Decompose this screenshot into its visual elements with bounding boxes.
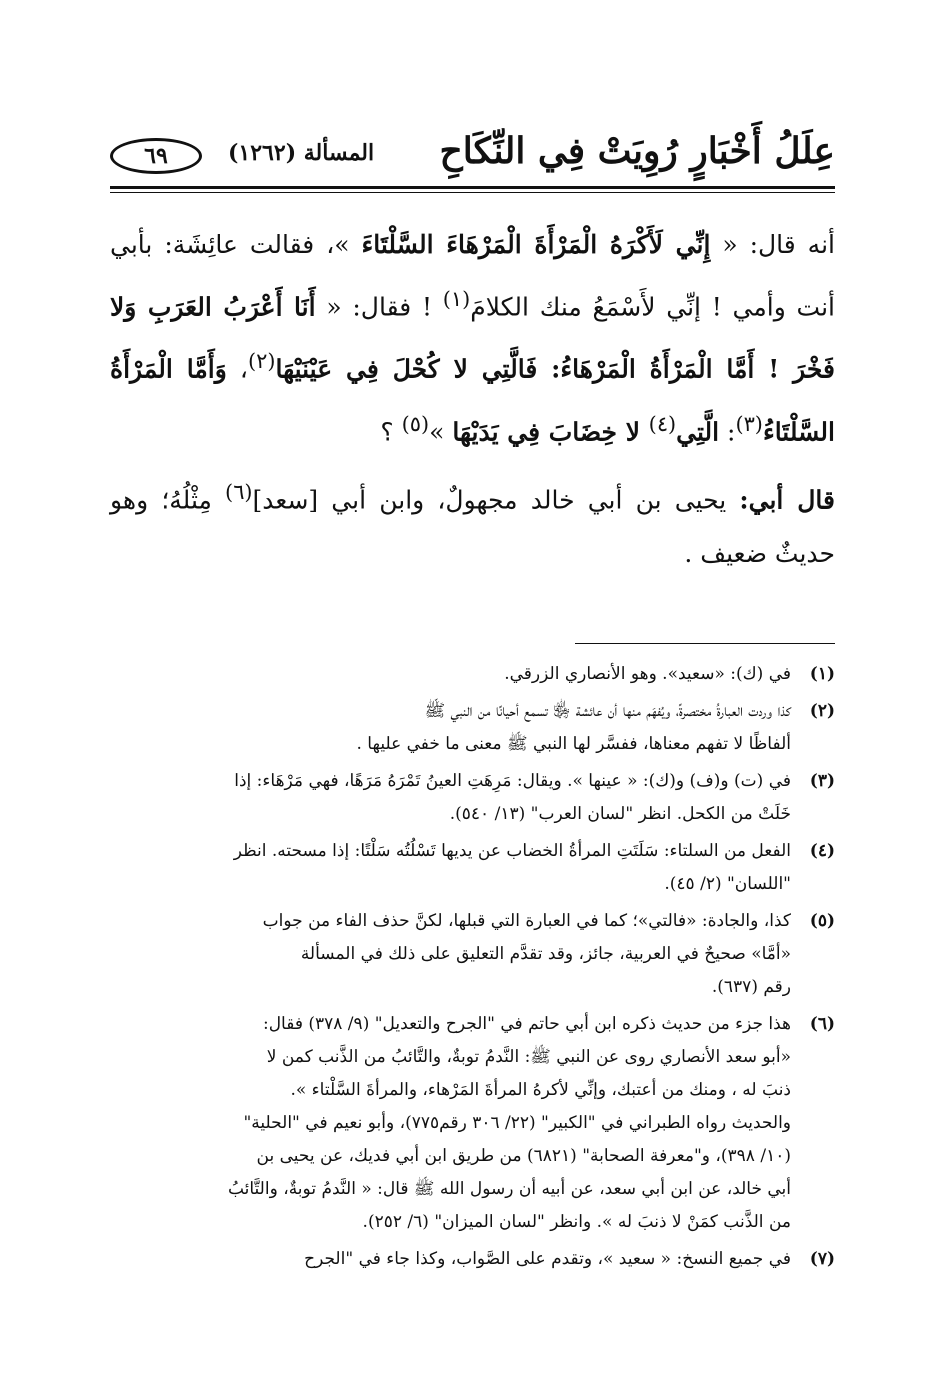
footnote-line: رقم (٦٣٧). <box>711 977 791 998</box>
footnote-number: (٦) <box>809 1014 835 1035</box>
footnote-line: كذا، والجادة: «فالتي»؛ كما في العبارة التي قبلها، لكنَّ حذف الفاء من جواب <box>262 911 791 932</box>
footnote-line: أبي خالد، عن ابن أبي سعد، عن أبيه أن رسول الله ﷺ قال: « النَّدمُ توبةٌ، والتَّائبُ <box>227 1179 791 1200</box>
footnote-line: (١٠/ ٣٩٨)، و"معرفة الصحابة" (٦٨٢١) من طريق ابن أبي فديك، عن يحيى بن <box>256 1146 791 1167</box>
page-header <box>110 128 835 192</box>
footnote-number: (٣) <box>809 771 835 792</box>
footnote-ref[interactable]: (٣) <box>735 411 763 436</box>
text: مِثْلُهُ؛ وهو حديثٌ ضعيف . <box>110 485 835 569</box>
header-rule-thin <box>110 192 835 193</box>
footnote-ref[interactable]: (٤) <box>648 411 677 436</box>
footnote-item <box>110 835 835 901</box>
footnote-line: في (ت) و(ف) و(ك): « عينها ». ويقال: مَرِهَتِ العينُ تَمْرَهُ مَرَهًا، فهي مَرْهَاء: إذا <box>234 771 791 792</box>
footnote-line: «أمَّا» صحيحٌ في العربية، جائز، وقد تقدَّم التعليق على ذلك في المسألة <box>300 944 791 965</box>
footnote-number: (٥) <box>809 911 835 932</box>
hadith-quote: أَنَا أَعْرَبُ العَرَبِ وَلا فَخْرَ ! أَمَّا الْمَرْأَةُ الْمَرْهَاءُ: فَالَّتِي لا كُحْلَ فِي عَيْنَيْهَا <box>110 292 835 384</box>
text: ! فقال: « <box>315 292 443 322</box>
footnote-line: من الذَّنب كمَنْ لا ذنبَ له ». وانظر "لسان الميزان" (٦/ ٢٥٢). <box>362 1212 791 1233</box>
footnote-item <box>110 1008 835 1239</box>
book-page <box>110 128 835 1280</box>
footnote-line: ذنبَ له ، ومنك من أعتبك، وإنِّي لأكرهُ المرأةَ المَرْهاء، والمرأةَ السَّلْتاء ». <box>290 1080 791 1101</box>
footnote-line: ألفاظًا لا تفهم معناها، ففسَّر لها النبي ﷺ معنى ما خفي عليها . <box>356 734 791 755</box>
footnote-line: في جميع النسخ: « سعيد »، وتقدم على الصَّواب، وكذا جاء في "الجرح <box>304 1249 791 1270</box>
main-text <box>110 218 835 581</box>
hadith-quote: الَّتِي <box>676 416 720 446</box>
paragraph-hadith <box>110 218 835 459</box>
footnote-ref[interactable]: (٥) <box>401 411 430 436</box>
footnote-item <box>110 1243 835 1276</box>
text: يحيى بن أبي خالد مجهولٌ، وابن أبي [سعد] <box>252 485 740 515</box>
hadith-quote: لا خِضَابَ فِي يَدَيْهَا <box>452 416 649 446</box>
page-number-badge: ٦٩ <box>110 138 202 174</box>
hadith-quote: وَأَمَّا الْمَرْأَةُ السَّلْتَاءُ <box>110 354 835 446</box>
paragraph-verdict <box>110 465 835 581</box>
book-title: عِلَلُ أَخْبَارٍ رُوِيَتْ فِي النِّكَاحِ <box>439 130 835 172</box>
footnote-line: هذا جزء من حديث ذكره ابن أبي حاتم في "الجرح والتعديل" (٩/ ٣٧٨) فقال: <box>262 1014 791 1035</box>
issue-label: المسألة (١٢٦٢) <box>228 140 375 166</box>
footnote-line: كذا وردت العبارةُ مختصرةً، ويُفهَم منها أن عائشة ﵂ تسمع أحيانًا من النبي ﷺ <box>424 701 791 722</box>
footnotes-list <box>110 658 835 1276</box>
footnote-number: (١) <box>809 664 835 685</box>
text: ؟ <box>380 416 402 446</box>
footnote-ref[interactable]: (٦) <box>225 479 253 504</box>
footnote-item <box>110 658 835 691</box>
footnote-item <box>110 695 835 761</box>
footnote-item <box>110 905 835 1004</box>
text: » <box>429 416 453 446</box>
footnote-line: والحديث رواه الطبراني في "الكبير" (٢٢/ ٣٠٦ رقم٧٧٥)، وأبو نعيم في "الحلية" <box>243 1113 791 1134</box>
footnote-item <box>110 765 835 831</box>
footnote-line: «أبو سعد الأنصاري روى عن النبي ﷺ: النَّدمُ توبةٌ، والتَّائبُ من الذَّنب كمن لا <box>266 1047 791 1068</box>
footnote-line: الفعل من السلتاء: سَلَتَتِ المرأةُ الخضاب عن يديها تَسْلُتُه سَلْتًا: إذا مسحته. انظر <box>233 841 791 862</box>
hadith-quote: إِنِّي لَأَكْرَهُ الْمَرْأَةَ الْمَرْهَاءَ السَّلْتَاءَ <box>361 230 711 259</box>
header-rule <box>110 186 835 189</box>
text: أنه قال: « <box>710 230 835 259</box>
footnote-line: "اللسان" (٢/ ٤٥). <box>664 874 791 895</box>
text: »، فقالت عائِشَة: بأبي أنت وأمي ! إنِّي لأَسْمَعُ منك الكلامَ <box>110 230 836 322</box>
footnote-number: (٤) <box>809 841 835 862</box>
footnote-separator <box>575 643 835 644</box>
footnote-number: (٢) <box>809 701 835 722</box>
footnote-ref[interactable]: (٢) <box>247 349 276 374</box>
footnote-number: (٧) <box>809 1249 835 1270</box>
speaker-label: قال أبي: <box>739 485 835 515</box>
footnote-line: في (ك): «سعيد». وهو الأنصاري الزرقي. <box>504 664 791 685</box>
footnote-line: خَلَتْ من الكحل. انظر "لسان العرب" (١٣/ ٥٤٠). <box>449 804 791 825</box>
text: : <box>719 416 736 446</box>
footnote-ref[interactable]: (١) <box>442 287 471 311</box>
text: ، <box>226 354 248 384</box>
